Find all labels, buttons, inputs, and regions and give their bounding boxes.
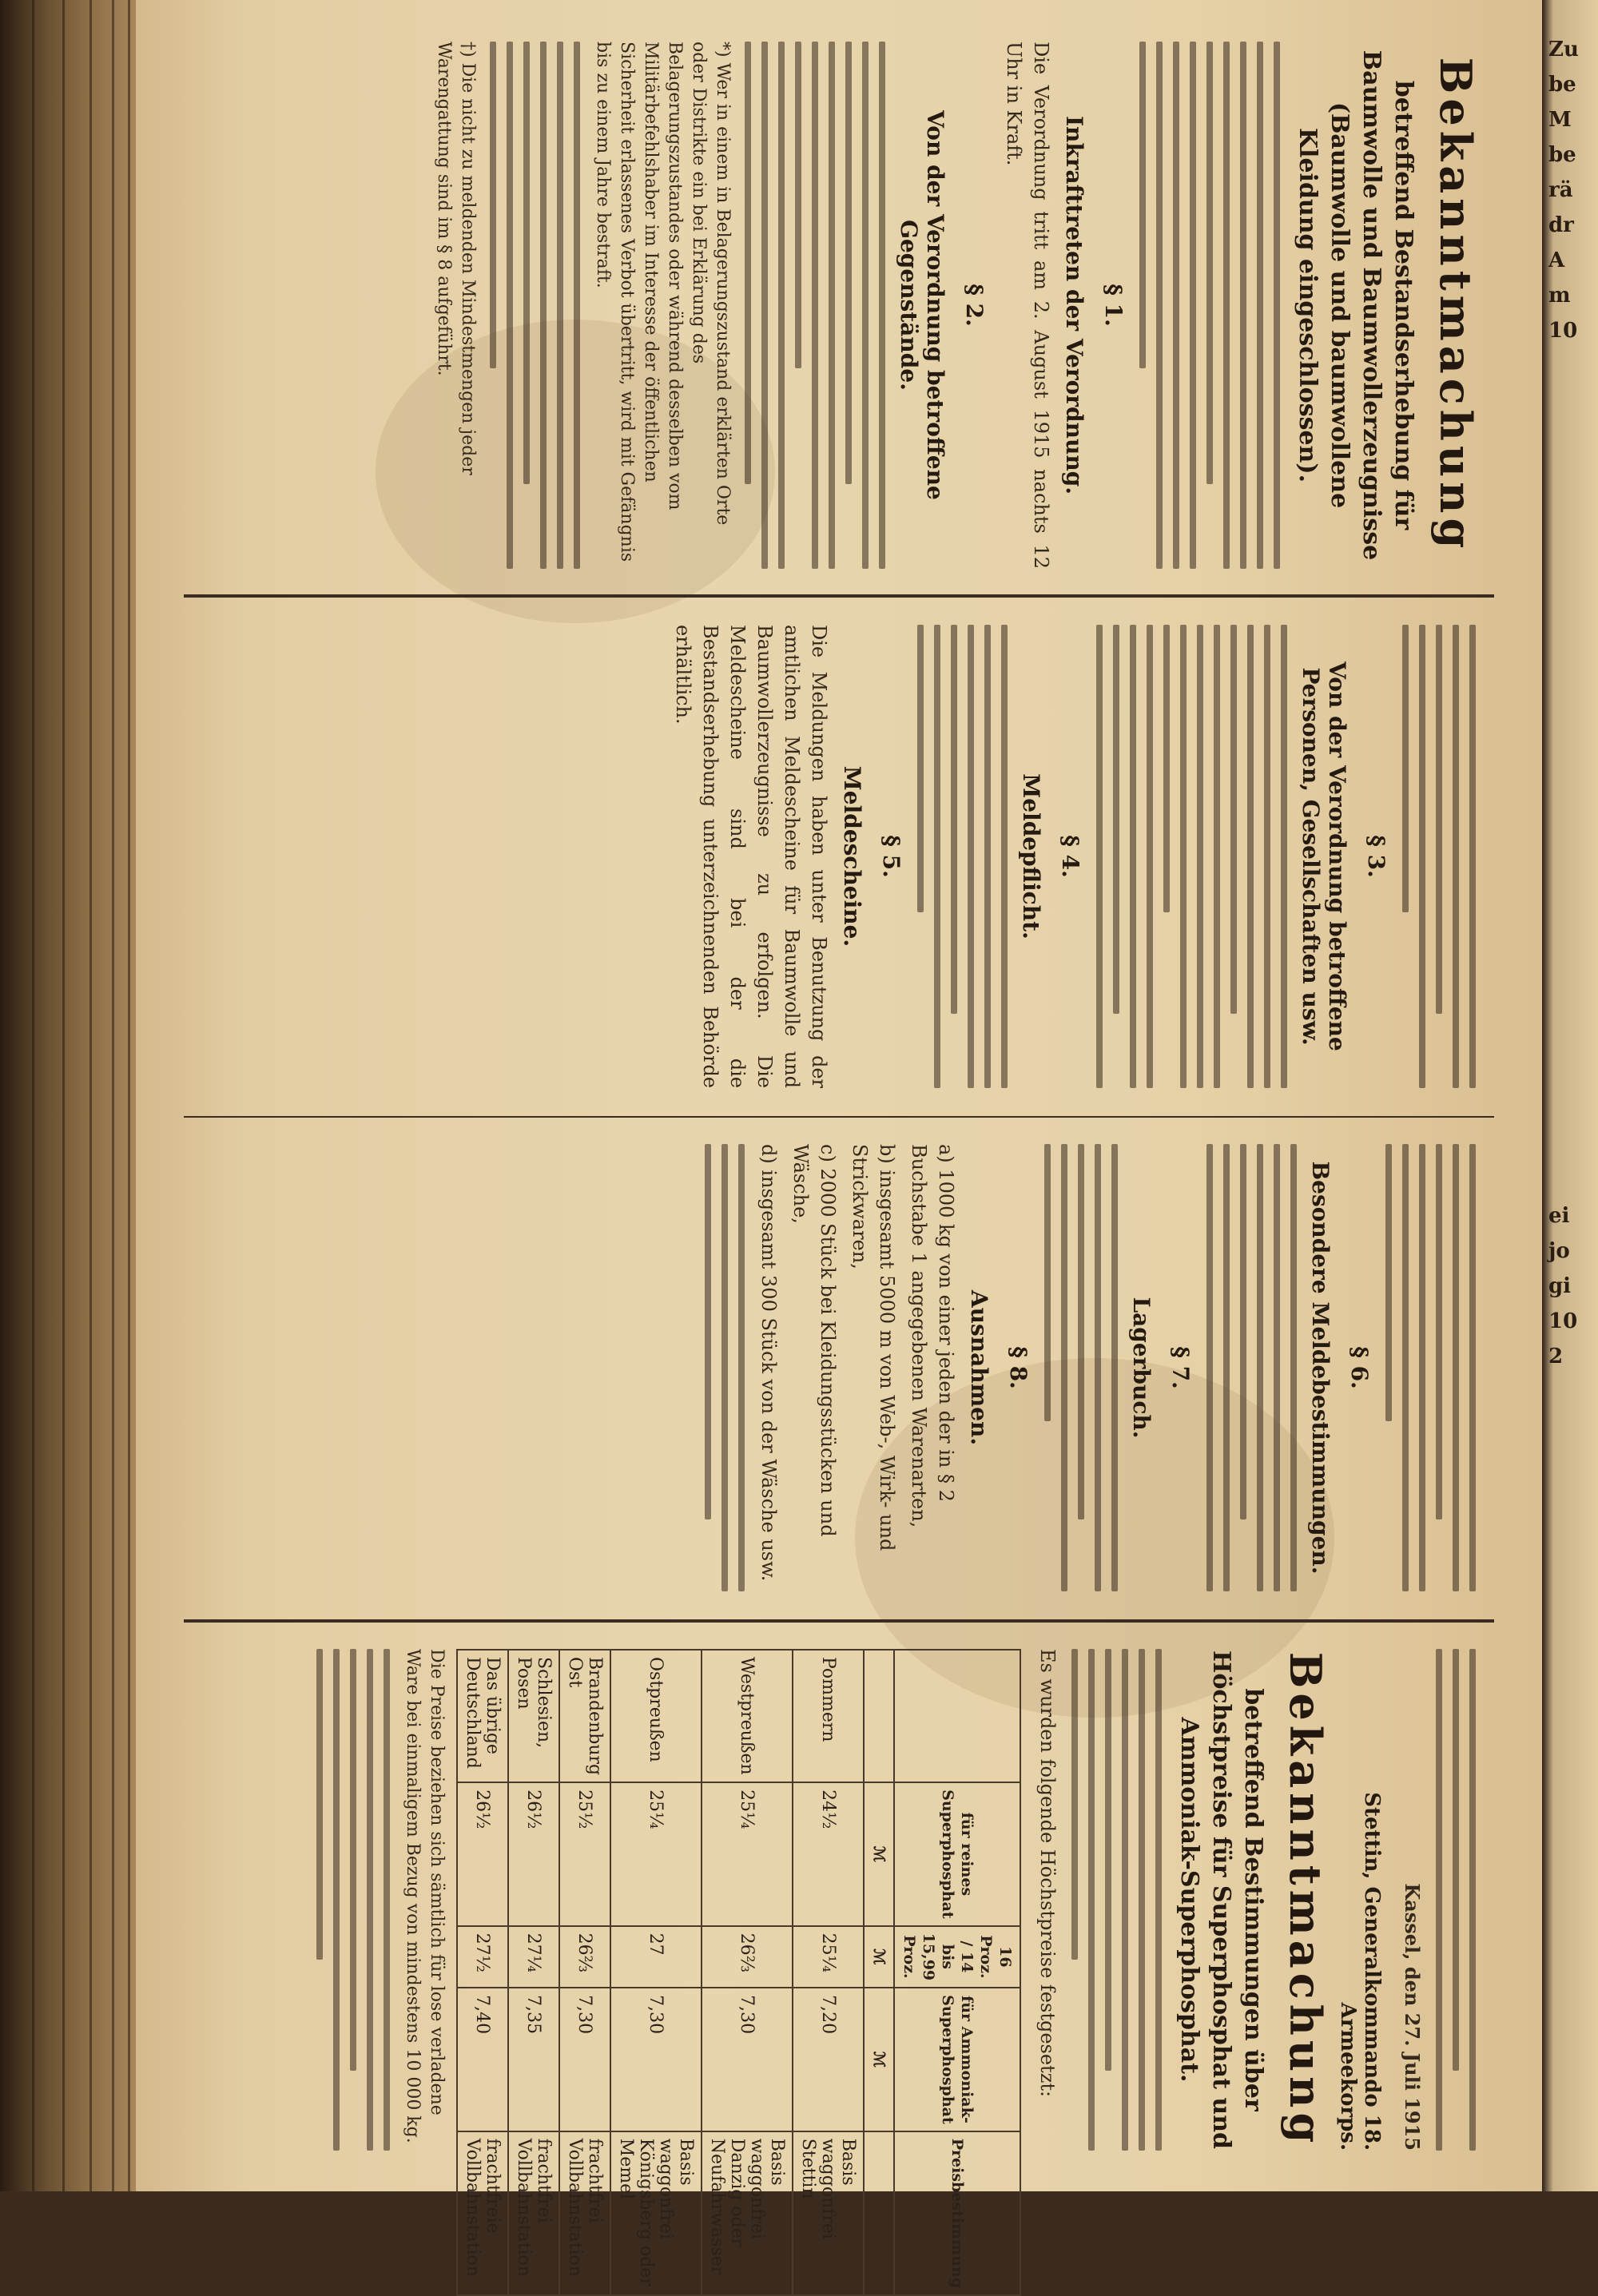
next-page-edge (1542, 0, 1598, 2191)
notice-heading: Bekanntmachung (1430, 57, 1481, 553)
table-header-row (894, 1650, 1020, 2295)
table-cell: 26½ (508, 1782, 559, 1926)
table-unit (864, 1650, 894, 1782)
binding-edge (112, 0, 114, 2191)
table-cell: Westpreußen (702, 1650, 793, 1782)
table-cell: 27 (610, 1925, 702, 1988)
table-cell: Ostpreußen (610, 1650, 702, 1782)
table-cell: Basis waggonfrei Königsberg oder Memel (610, 2131, 702, 2295)
table-cell: 27½ (457, 1925, 508, 1988)
table-row (702, 1650, 793, 2295)
table-cell: 7,35 (508, 1988, 559, 2131)
binding-edge (89, 0, 92, 2191)
section-title: § 6. (1346, 1345, 1373, 1389)
table-unit: ℳ (864, 1988, 894, 2131)
section-title: § 3. (1363, 834, 1389, 878)
table-cell: 26½ (457, 1782, 508, 1926)
table-cell: 7,40 (457, 1988, 508, 2131)
section-subtitle: Besondere Meldebestimmungen. (1307, 1160, 1334, 1574)
table-unit: ℳ (864, 1782, 894, 1926)
edge-text: Zu be M be rä dr A m 10 (1548, 38, 1579, 343)
table-cell: Schlesien, Posen (508, 1650, 559, 1782)
section-text: Die Verordnung tritt am 2. August 1915 nachts 12 Uhr in Kraft. (1003, 41, 1052, 569)
notice-heading: Bekanntmachung (1280, 1651, 1331, 2147)
table-unit: ℳ (864, 1925, 894, 1988)
edge-text: ei jo gi 10 2 (1548, 1204, 1578, 1368)
table-cell: 25¼ (702, 1782, 793, 1926)
table-cell: Basis waggonfrei Danzig oder Neufahrwasser (702, 2131, 793, 2295)
section-title: § 7. (1167, 1345, 1194, 1389)
table-cell: frachtfrei Vollbahnstation (508, 2131, 559, 2295)
table-header (894, 1650, 1020, 1782)
footnote: †) Die nicht zu meldenden Mindestmengen jeder Warengattung sind im § 8 aufgeführt. (434, 41, 478, 475)
table-row (457, 1650, 508, 2295)
list-item: c) 2000 Stück bei Kleidungsstücken und Wäsche, (789, 1143, 839, 1537)
table-cell: 27¼ (508, 1925, 559, 1988)
section-title: § 1. (1100, 283, 1127, 327)
binding-edge (62, 0, 65, 2191)
table-header: Preisbestimmung (894, 2131, 1020, 2295)
table-cell: 7,30 (702, 1988, 793, 2131)
section-subtitle: Von der Verordnung betroffene Gegenstände. (896, 109, 948, 500)
table-footer: Die Preise beziehen sich sämtlich für lose verladene Ware bei einmaligem Bezug von mindestens 10 000 kg. (403, 1648, 447, 2143)
section-title: § 8. (1005, 1345, 1032, 1389)
notice-date: Kassel, den 27. Juli 1915 (1401, 1882, 1424, 2151)
list-item: d) insgesamt 300 Stück von der Wäsche usw. (757, 1143, 780, 1581)
table-cell: frachtfreie Vollbahnstation (457, 2131, 508, 2295)
section-subtitle: Meldescheine. (839, 765, 865, 947)
notice-subheading: betreffend Bestandserhebung für Baumwolle und Baumwollerzeugnisse (Baumwolle und baumwollene Kleidung eingeschlossen). (1294, 50, 1417, 560)
notice-left (160, 18, 1518, 593)
table-cell: Das übrige Deutschland (457, 1650, 508, 1782)
table-cell: Pommern (793, 1650, 864, 1782)
section-subtitle: Von der Verordnung betroffene Personen, Gesellschaften usw. (1298, 661, 1350, 1051)
column-divider (184, 594, 1494, 598)
section-subtitle: Lagerbuch. (1128, 1296, 1155, 1439)
table-unit-row (864, 1650, 894, 2295)
table-cell: 25¼ (610, 1782, 702, 1926)
table-row (508, 1650, 559, 2295)
table-header: für Ammoniak-Superphosphat (894, 1988, 1020, 2131)
table-cell: 26⅔ (559, 1925, 610, 1988)
notice-subheading: betreffend Bestimmungen über Höchstpreise für Superphosphat und Ammoniak-Superphosphat. (1175, 1650, 1267, 2149)
binding-edge (32, 0, 34, 2191)
section-text: Die Meldungen haben unter Benutzung der amtlichen Meldescheine für Baumwolle und Baumwollerzeugnisse zu erfolgen. Die Meldescheine sind bei der die Bestandserhebung unterzeichnenden Behörde erhältlich. (672, 624, 830, 1088)
newspaper-page (136, 0, 1542, 2288)
notice-middle (160, 601, 1518, 1112)
table-cell: frachtfrei Vollbahnstation (559, 2131, 610, 2295)
notice-right (160, 1120, 1518, 1615)
table-cell: Basis waggonfrei Stettin (793, 2131, 864, 2295)
table-cell: 7,20 (793, 1988, 864, 2131)
table-intro: Es wurden folgende Höchstpreise festgesetzt: (1036, 1648, 1059, 2097)
table-cell: Brandenburg Ost (559, 1650, 610, 1782)
footnote: *) Wer in einem in Belagerungszustand erklärten Orte oder Distrikte ein bei Erklärung des Belagerungszustandes oder während desselben vom Militärbefehlshaber im Interesse der öffentlichen Sicherheit erlassenes Verbot übertritt, wird mit Gefängnis bis zu einem Jahre bestraft. (593, 41, 733, 562)
table-cell: 7,30 (610, 1988, 702, 2131)
rotated-content (160, 18, 1518, 2288)
table-row (793, 1650, 864, 2295)
table-row (559, 1650, 610, 2295)
table-unit (864, 2131, 894, 2295)
table-header: 16 Proz. / 14 bis 15,99 Proz. (894, 1925, 1020, 1988)
price-table (456, 1649, 1021, 2296)
notice-prices (160, 1625, 1518, 2288)
column-divider (184, 1619, 1494, 1623)
section-title: § 2. (961, 283, 988, 327)
list-item: b) insgesamt 5000 m von Web-, Wirk- und Strickwaren, (849, 1143, 898, 1551)
table-cell: 25½ (559, 1782, 610, 1926)
table-cell: 25¼ (793, 1925, 864, 1988)
section-title: § 4. (1057, 834, 1083, 878)
table-row (610, 1650, 702, 2295)
book-binding (0, 0, 140, 2191)
section-title: § 5. (878, 834, 904, 878)
column-divider (184, 1116, 1494, 1118)
table-cell: 7,30 (559, 1988, 610, 2131)
section-subtitle: Ausnahmen. (966, 1289, 992, 1445)
notice-signature: Stettin, Generalkommando 18. Armeekorps. (1336, 1791, 1384, 2151)
binding-edge (128, 0, 130, 2191)
list-item: a) 1000 kg von einer jeden der in § 2 Buchstabe 1 angegebenen Warenarten, (908, 1143, 957, 1527)
section-subtitle: Meldepflicht. (1018, 773, 1044, 939)
section-subtitle: Inkrafttreten der Verordnung. (1061, 115, 1087, 495)
table-cell: 26⅔ (702, 1925, 793, 1988)
table-cell: 24½ (793, 1782, 864, 1926)
table-header: für reines Superphosphat (894, 1782, 1020, 1926)
